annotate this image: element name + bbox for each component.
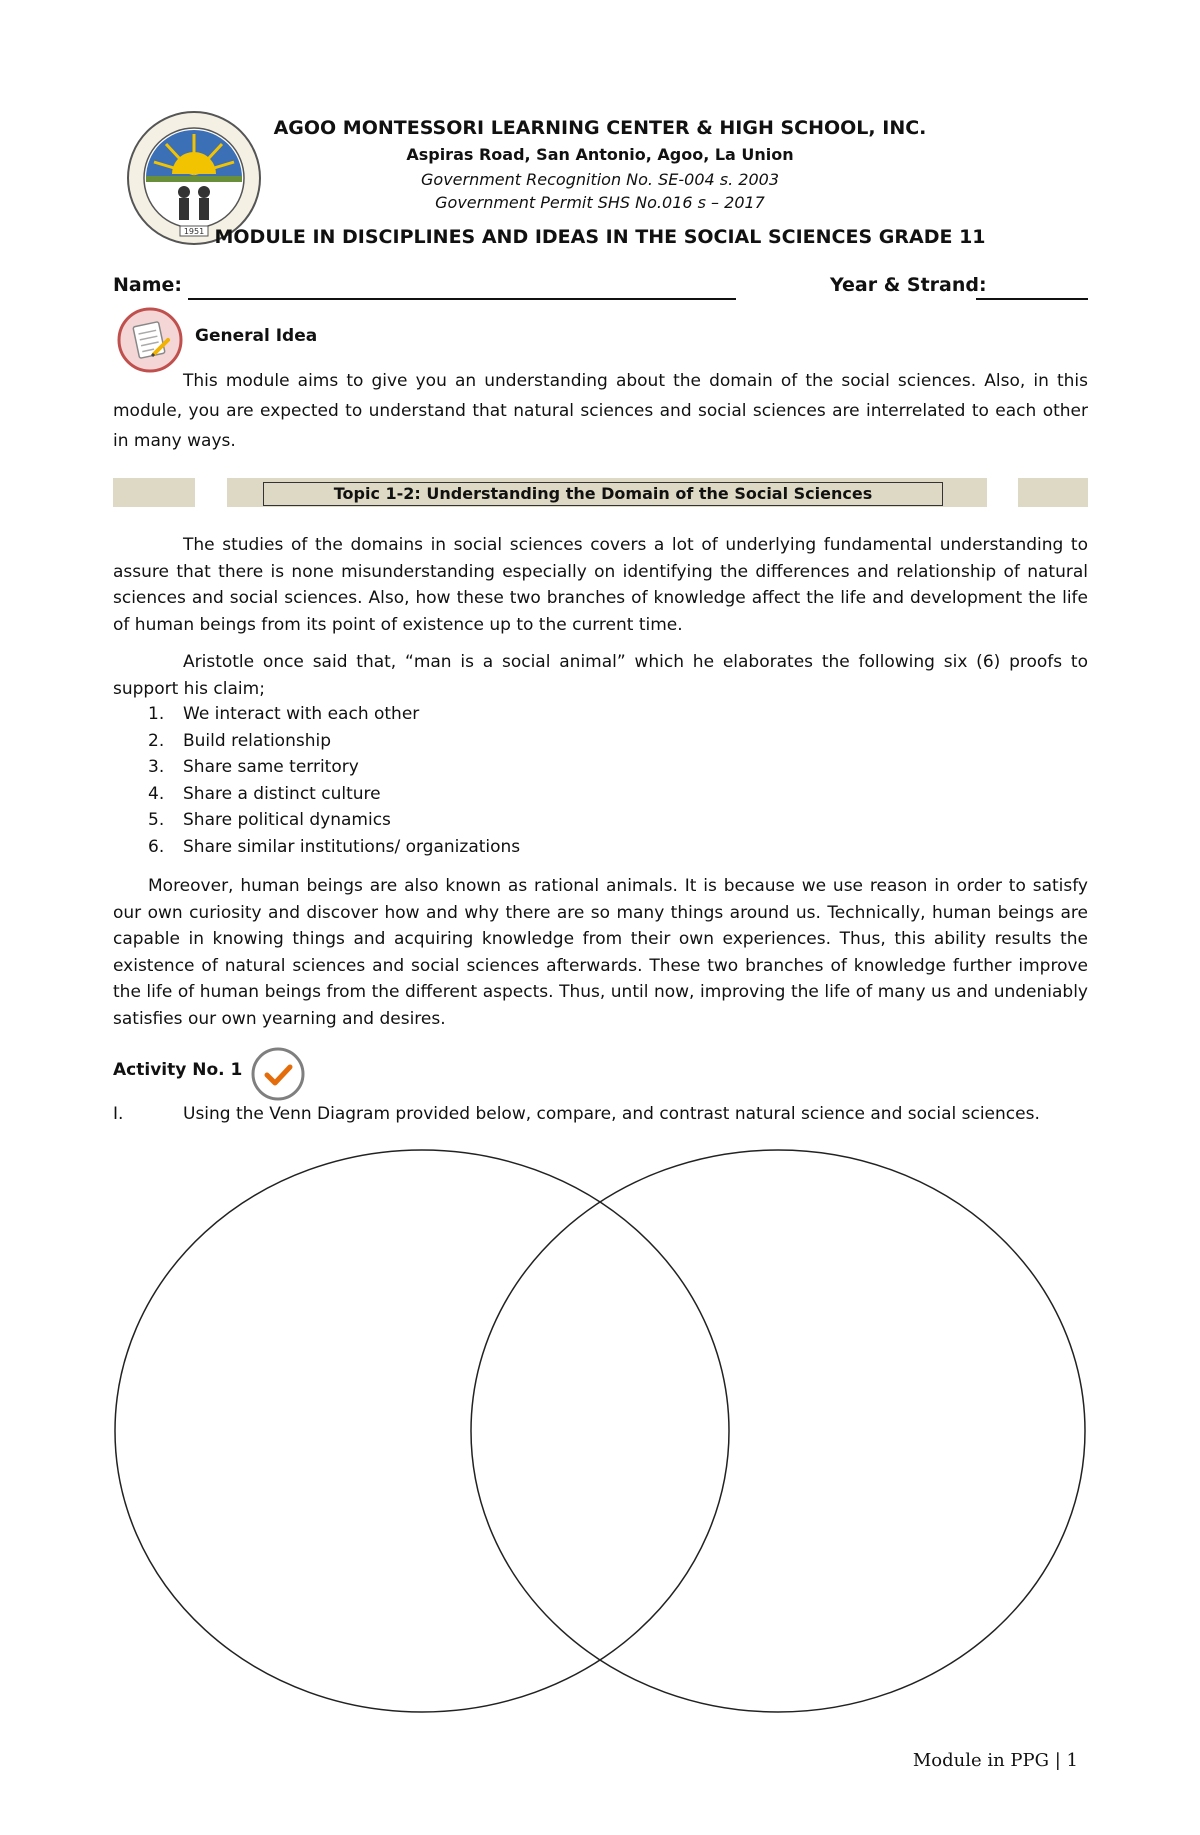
school-address: Aspiras Road, San Antonio, Agoo, La Union [406, 145, 794, 164]
list-item: 3. Share same territory [148, 757, 359, 778]
body-paragraph-1: The studies of the domains in social sciences covers a lot of underlying fundamental understanding to assure that there is none misunderstanding especially on identifying the differences and relationship of natural sciences and social sciences. Also, how these two branches of knowledge affect the life and development the life of human beings from its point of existence up to the current time. [113, 535, 1088, 635]
topic-title: Topic 1-2: Understanding the Domain of the Social Sciences [263, 482, 943, 506]
venn-circle-left[interactable] [115, 1150, 729, 1712]
strand-field[interactable] [976, 298, 1088, 300]
topic-bar-right [1018, 478, 1088, 507]
proofs-list [113, 701, 1013, 861]
venn-circle-right[interactable] [471, 1150, 1085, 1712]
svg-text:1951: 1951 [183, 227, 205, 236]
list-item: 5. Share political dynamics [148, 810, 391, 831]
name-strand-row [113, 274, 1088, 304]
general-idea-label: General Idea [195, 326, 318, 346]
name-field[interactable] [188, 298, 736, 300]
list-item: 2. Build relationship [148, 730, 332, 751]
instruction-number: I. [113, 1104, 124, 1124]
government-recognition: Government Recognition No. SE-004 s. 2003 [421, 170, 779, 189]
list-item: 6. Share similar institutions/ organizations [148, 836, 521, 857]
instruction-text: Using the Venn Diagram provided below, compare, and contrast natural science and social sciences. [183, 1104, 1040, 1124]
module-title: MODULE IN DISCIPLINES AND IDEAS IN THE SOCIAL SCIENCES GRADE 11 [214, 226, 986, 248]
body-paragraph-2: Aristotle once said that, “man is a social animal” which he elaborates the following six (6) proofs to support his claim; [113, 652, 1088, 699]
topic-bar-left [113, 478, 195, 507]
general-idea-text: This module aims to give you an understanding about the domain of the social sciences. Also, in this module, you are expected to understand that natural sciences and social sciences are interrelated to each other in many ways. [113, 371, 1088, 451]
body-paragraph-3: Moreover, human beings are also known as rational animals. It is because we use reason in order to satisfy our own curiosity and discover how and why there are so many things around us. Technically, human beings are capable in knowing things and acquiring knowledge from their own experiences. Thus, this ability results the existence of natural sciences and social sciences afterwards. These two branches of knowledge further improve the life of human beings from the different aspects. Thus, until now, improving the life of many us and undeniably satisfies our own yearning and desires. [113, 876, 1088, 1029]
activity-label: Activity No. 1 [113, 1060, 243, 1080]
strand-label: Year & Strand: [830, 274, 987, 296]
page-footer: Module in PPG | 1 [912, 1750, 1078, 1771]
notepad-pencil-icon [116, 306, 184, 374]
checkmark-icon [250, 1046, 306, 1102]
school-name: AGOO MONTESSORI LEARNING CENTER & HIGH SCHOOL, INC. [273, 117, 927, 139]
name-label: Name: [113, 274, 183, 296]
venn-diagram [100, 1145, 1100, 1715]
government-permit: Government Permit SHS No.016 s – 2017 [435, 193, 765, 212]
list-item: 1. We interact with each other [148, 704, 420, 724]
list-item: 4. Share a distinct culture [148, 783, 381, 804]
